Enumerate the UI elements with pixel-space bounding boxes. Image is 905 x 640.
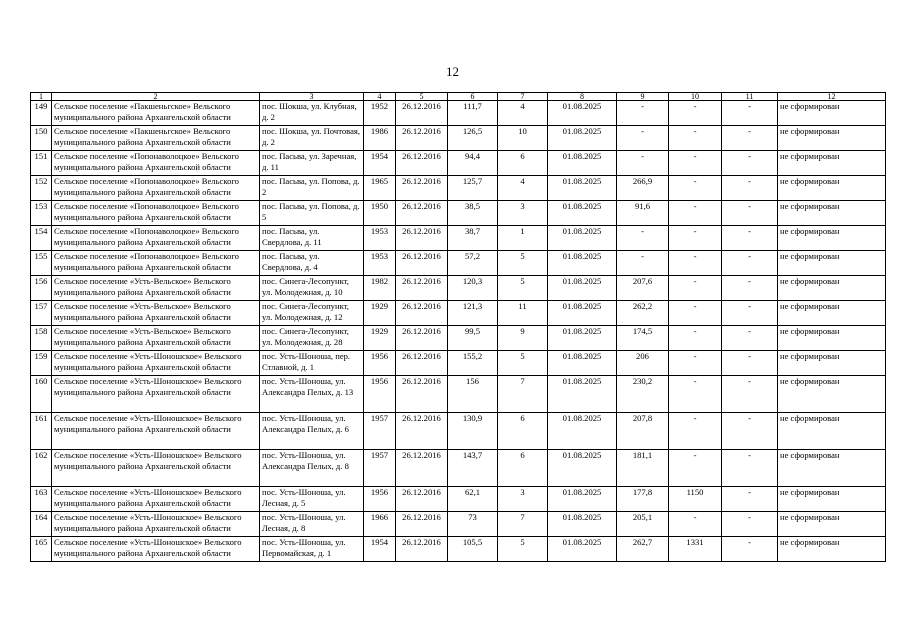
column-9-value: 262,7 bbox=[617, 537, 669, 562]
recognition-date: 26.12.2016 bbox=[396, 512, 448, 537]
column-9-value: 177,8 bbox=[617, 487, 669, 512]
address: пос. Шокша, ул. Клубная, д. 2 bbox=[260, 101, 364, 126]
address: пос. Пасьва, ул. Заречная, д. 11 bbox=[260, 151, 364, 176]
column-9-value: 174,5 bbox=[617, 326, 669, 351]
area: 126,5 bbox=[448, 126, 498, 151]
column-10-value: - bbox=[669, 126, 722, 151]
table-row bbox=[31, 151, 886, 176]
column-9-value: 91,6 bbox=[617, 201, 669, 226]
row-number: 159 bbox=[31, 351, 52, 376]
settlement-name: Сельское поселение «Усть-Шоношское» Вельского муниципального района Архангельской области bbox=[52, 413, 260, 450]
residents-count: 5 bbox=[498, 251, 548, 276]
status: не сформирован bbox=[778, 101, 886, 126]
row-number: 165 bbox=[31, 537, 52, 562]
residents-count: 1 bbox=[498, 226, 548, 251]
table-row bbox=[31, 226, 886, 251]
settlement-name: Сельское поселение «Попонаволоцкое» Вельского муниципального района Архангельской области bbox=[52, 226, 260, 251]
recognition-date: 26.12.2016 bbox=[396, 326, 448, 351]
address: пос. Усть-Шоноша, пер. Стлавной, д. 1 bbox=[260, 351, 364, 376]
recognition-date: 26.12.2016 bbox=[396, 101, 448, 126]
status: не сформирован bbox=[778, 301, 886, 326]
table-row bbox=[31, 176, 886, 201]
area: 38,5 bbox=[448, 201, 498, 226]
resettlement-deadline: 01.08.2025 bbox=[548, 376, 617, 413]
settlement-name: Сельское поселение «Попонаволоцкое» Вельского муниципального района Архангельской области bbox=[52, 251, 260, 276]
address: пос. Усть-Шоноша, ул. Лесная, д. 8 bbox=[260, 512, 364, 537]
address: пос. Синега-Лесопункт, ул. Молодежная, д. 10 bbox=[260, 276, 364, 301]
recognition-date: 26.12.2016 bbox=[396, 450, 448, 487]
settlement-name: Сельское поселение «Усть-Шоношское» Вельского муниципального района Архангельской области bbox=[52, 512, 260, 537]
status: не сформирован bbox=[778, 126, 886, 151]
resettlement-deadline: 01.08.2025 bbox=[548, 226, 617, 251]
column-10-value: - bbox=[669, 101, 722, 126]
row-number: 156 bbox=[31, 276, 52, 301]
area: 120,3 bbox=[448, 276, 498, 301]
column-header-7: 7 bbox=[498, 93, 548, 101]
resettlement-deadline: 01.08.2025 bbox=[548, 276, 617, 301]
column-11-value: - bbox=[722, 413, 778, 450]
status: не сформирован bbox=[778, 512, 886, 537]
table-row bbox=[31, 537, 886, 562]
settlement-name: Сельское поселение «Усть-Шоношское» Вельского муниципального района Архангельской области bbox=[52, 487, 260, 512]
address: пос. Пасьва, ул. Попова, д. 2 bbox=[260, 176, 364, 201]
address: пос. Синега-Лесопункт, ул. Молодежная, д. 28 bbox=[260, 326, 364, 351]
column-header-12: 12 bbox=[778, 93, 886, 101]
area: 125,7 bbox=[448, 176, 498, 201]
status: не сформирован bbox=[778, 201, 886, 226]
table-row bbox=[31, 101, 886, 126]
settlement-name: Сельское поселение «Пакшеньгское» Вельского муниципального района Архангельской области bbox=[52, 126, 260, 151]
column-9-value: 266,9 bbox=[617, 176, 669, 201]
settlement-name: Сельское поселение «Усть-Вельское» Вельского муниципального района Архангельской области bbox=[52, 301, 260, 326]
page-number: 12 bbox=[446, 64, 459, 79]
table-row bbox=[31, 326, 886, 351]
recognition-date: 26.12.2016 bbox=[396, 226, 448, 251]
column-10-value: - bbox=[669, 151, 722, 176]
build-year: 1956 bbox=[364, 376, 396, 413]
build-year: 1965 bbox=[364, 176, 396, 201]
column-header-10: 10 bbox=[669, 93, 722, 101]
row-number: 164 bbox=[31, 512, 52, 537]
area: 73 bbox=[448, 512, 498, 537]
recognition-date: 26.12.2016 bbox=[396, 301, 448, 326]
resettlement-deadline: 01.08.2025 bbox=[548, 176, 617, 201]
area: 111,7 bbox=[448, 101, 498, 126]
row-number: 162 bbox=[31, 450, 52, 487]
residents-count: 11 bbox=[498, 301, 548, 326]
build-year: 1953 bbox=[364, 226, 396, 251]
resettlement-deadline: 01.08.2025 bbox=[548, 201, 617, 226]
column-11-value: - bbox=[722, 226, 778, 251]
recognition-date: 26.12.2016 bbox=[396, 487, 448, 512]
resettlement-deadline: 01.08.2025 bbox=[548, 126, 617, 151]
area: 105,5 bbox=[448, 537, 498, 562]
residents-count: 6 bbox=[498, 151, 548, 176]
column-11-value: - bbox=[722, 512, 778, 537]
residents-count: 5 bbox=[498, 276, 548, 301]
address: пос. Усть-Шоноша, ул. Лесная, д. 5 bbox=[260, 487, 364, 512]
row-number: 151 bbox=[31, 151, 52, 176]
residents-count: 3 bbox=[498, 201, 548, 226]
address: пос. Пасьва, ул. Свердлова, д. 4 bbox=[260, 251, 364, 276]
build-year: 1986 bbox=[364, 126, 396, 151]
table-row bbox=[31, 251, 886, 276]
build-year: 1957 bbox=[364, 450, 396, 487]
residents-count: 9 bbox=[498, 326, 548, 351]
area: 143,7 bbox=[448, 450, 498, 487]
column-11-value: - bbox=[722, 450, 778, 487]
residents-count: 7 bbox=[498, 512, 548, 537]
column-header-9: 9 bbox=[617, 93, 669, 101]
recognition-date: 26.12.2016 bbox=[396, 413, 448, 450]
settlement-name: Сельское поселение «Попонаволоцкое» Вельского муниципального района Архангельской области bbox=[52, 176, 260, 201]
column-11-value: - bbox=[722, 251, 778, 276]
address: пос. Синега-Лесопункт, ул. Молодежная, д. 12 bbox=[260, 301, 364, 326]
settlement-name: Сельское поселение «Усть-Шоношское» Вельского муниципального района Архангельской области bbox=[52, 376, 260, 413]
row-number: 160 bbox=[31, 376, 52, 413]
resettlement-deadline: 01.08.2025 bbox=[548, 512, 617, 537]
status: не сформирован bbox=[778, 376, 886, 413]
column-10-value: 1331 bbox=[669, 537, 722, 562]
column-header-3: 3 bbox=[260, 93, 364, 101]
table-row bbox=[31, 450, 886, 487]
area: 94,4 bbox=[448, 151, 498, 176]
column-11-value: - bbox=[722, 351, 778, 376]
status: не сформирован bbox=[778, 326, 886, 351]
recognition-date: 26.12.2016 bbox=[396, 201, 448, 226]
build-year: 1952 bbox=[364, 101, 396, 126]
residents-count: 5 bbox=[498, 537, 548, 562]
table-row bbox=[31, 126, 886, 151]
address: пос. Пасьва, ул. Свердлова, д. 11 bbox=[260, 226, 364, 251]
build-year: 1954 bbox=[364, 151, 396, 176]
build-year: 1966 bbox=[364, 512, 396, 537]
status: не сформирован bbox=[778, 487, 886, 512]
residents-count: 6 bbox=[498, 450, 548, 487]
area: 99,5 bbox=[448, 326, 498, 351]
build-year: 1929 bbox=[364, 326, 396, 351]
column-10-value: - bbox=[669, 376, 722, 413]
row-number: 155 bbox=[31, 251, 52, 276]
table-row bbox=[31, 301, 886, 326]
column-header-4: 4 bbox=[364, 93, 396, 101]
resettlement-deadline: 01.08.2025 bbox=[548, 101, 617, 126]
row-number: 149 bbox=[31, 101, 52, 126]
column-9-value: 207,6 bbox=[617, 276, 669, 301]
column-10-value: - bbox=[669, 450, 722, 487]
column-10-value: 1150 bbox=[669, 487, 722, 512]
recognition-date: 26.12.2016 bbox=[396, 376, 448, 413]
recognition-date: 26.12.2016 bbox=[396, 126, 448, 151]
column-9-value: - bbox=[617, 226, 669, 251]
column-9-value: - bbox=[617, 251, 669, 276]
recognition-date: 26.12.2016 bbox=[396, 351, 448, 376]
residents-count: 10 bbox=[498, 126, 548, 151]
resettlement-deadline: 01.08.2025 bbox=[548, 450, 617, 487]
settlement-name: Сельское поселение «Усть-Шоношское» Вельского муниципального района Архангельской области bbox=[52, 537, 260, 562]
column-10-value: - bbox=[669, 301, 722, 326]
column-header-11: 11 bbox=[722, 93, 778, 101]
resettlement-deadline: 01.08.2025 bbox=[548, 413, 617, 450]
column-10-value: - bbox=[669, 201, 722, 226]
column-header-2: 2 bbox=[52, 93, 260, 101]
recognition-date: 26.12.2016 bbox=[396, 251, 448, 276]
area: 130,9 bbox=[448, 413, 498, 450]
build-year: 1929 bbox=[364, 301, 396, 326]
settlement-name: Сельское поселение «Усть-Вельское» Вельского муниципального района Архангельской области bbox=[52, 326, 260, 351]
residents-count: 5 bbox=[498, 351, 548, 376]
residents-count: 7 bbox=[498, 376, 548, 413]
row-number: 163 bbox=[31, 487, 52, 512]
build-year: 1956 bbox=[364, 487, 396, 512]
row-number: 161 bbox=[31, 413, 52, 450]
row-number: 158 bbox=[31, 326, 52, 351]
area: 62,1 bbox=[448, 487, 498, 512]
column-10-value: - bbox=[669, 413, 722, 450]
status: не сформирован bbox=[778, 251, 886, 276]
column-11-value: - bbox=[722, 326, 778, 351]
column-10-value: - bbox=[669, 176, 722, 201]
residents-count: 4 bbox=[498, 101, 548, 126]
status: не сформирован bbox=[778, 537, 886, 562]
column-11-value: - bbox=[722, 151, 778, 176]
recognition-date: 26.12.2016 bbox=[396, 276, 448, 301]
table-body bbox=[31, 101, 886, 562]
recognition-date: 26.12.2016 bbox=[396, 537, 448, 562]
resettlement-deadline: 01.08.2025 bbox=[548, 351, 617, 376]
area: 57,2 bbox=[448, 251, 498, 276]
column-9-value: 207,8 bbox=[617, 413, 669, 450]
settlement-name: Сельское поселение «Попонаволоцкое» Вельского муниципального района Архангельской области bbox=[52, 201, 260, 226]
area: 155,2 bbox=[448, 351, 498, 376]
column-10-value: - bbox=[669, 276, 722, 301]
resettlement-deadline: 01.08.2025 bbox=[548, 487, 617, 512]
column-header-6: 6 bbox=[448, 93, 498, 101]
column-10-value: - bbox=[669, 251, 722, 276]
column-11-value: - bbox=[722, 537, 778, 562]
column-11-value: - bbox=[722, 487, 778, 512]
recognition-date: 26.12.2016 bbox=[396, 151, 448, 176]
area: 121,3 bbox=[448, 301, 498, 326]
resettlement-deadline: 01.08.2025 bbox=[548, 151, 617, 176]
settlement-name: Сельское поселение «Попонаволоцкое» Вельского муниципального района Архангельской области bbox=[52, 151, 260, 176]
resettlement-deadline: 01.08.2025 bbox=[548, 251, 617, 276]
build-year: 1957 bbox=[364, 413, 396, 450]
register-table bbox=[30, 92, 886, 562]
column-header-1: 1 bbox=[31, 93, 52, 101]
column-10-value: - bbox=[669, 351, 722, 376]
column-9-value: - bbox=[617, 101, 669, 126]
status: не сформирован bbox=[778, 176, 886, 201]
table-row bbox=[31, 413, 886, 450]
column-9-value: 206 bbox=[617, 351, 669, 376]
address: пос. Шокша, ул. Почтовая, д. 2 bbox=[260, 126, 364, 151]
build-year: 1953 bbox=[364, 251, 396, 276]
table-row bbox=[31, 376, 886, 413]
column-10-value: - bbox=[669, 326, 722, 351]
address: пос. Усть-Шоноша, ул. Первомайская, д. 1 bbox=[260, 537, 364, 562]
resettlement-deadline: 01.08.2025 bbox=[548, 301, 617, 326]
area: 38,7 bbox=[448, 226, 498, 251]
build-year: 1954 bbox=[364, 537, 396, 562]
table-row bbox=[31, 351, 886, 376]
table-row bbox=[31, 512, 886, 537]
table-header bbox=[31, 93, 886, 101]
column-9-value: 205,1 bbox=[617, 512, 669, 537]
column-11-value: - bbox=[722, 126, 778, 151]
table-row bbox=[31, 201, 886, 226]
table-row bbox=[31, 487, 886, 512]
column-9-value: - bbox=[617, 151, 669, 176]
column-11-value: - bbox=[722, 301, 778, 326]
settlement-name: Сельское поселение «Усть-Вельское» Вельского муниципального района Архангельской области bbox=[52, 276, 260, 301]
table-row bbox=[31, 276, 886, 301]
area: 156 bbox=[448, 376, 498, 413]
address: пос. Усть-Шоноша, ул. Александра Пелых, д. 8 bbox=[260, 450, 364, 487]
status: не сформирован bbox=[778, 413, 886, 450]
row-number: 154 bbox=[31, 226, 52, 251]
column-header-5: 5 bbox=[396, 93, 448, 101]
settlement-name: Сельское поселение «Усть-Шоношское» Вельского муниципального района Архангельской области bbox=[52, 351, 260, 376]
column-11-value: - bbox=[722, 276, 778, 301]
column-9-value: - bbox=[617, 126, 669, 151]
build-year: 1950 bbox=[364, 201, 396, 226]
row-number: 152 bbox=[31, 176, 52, 201]
column-header-8: 8 bbox=[548, 93, 617, 101]
status: не сформирован bbox=[778, 226, 886, 251]
recognition-date: 26.12.2016 bbox=[396, 176, 448, 201]
residents-count: 3 bbox=[498, 487, 548, 512]
build-year: 1956 bbox=[364, 351, 396, 376]
address: пос. Усть-Шоноша, ул. Александра Пелых, д. 13 bbox=[260, 376, 364, 413]
status: не сформирован bbox=[778, 450, 886, 487]
build-year: 1982 bbox=[364, 276, 396, 301]
column-10-value: - bbox=[669, 512, 722, 537]
column-11-value: - bbox=[722, 376, 778, 413]
residents-count: 4 bbox=[498, 176, 548, 201]
column-9-value: 262,2 bbox=[617, 301, 669, 326]
row-number: 150 bbox=[31, 126, 52, 151]
status: не сформирован bbox=[778, 276, 886, 301]
resettlement-deadline: 01.08.2025 bbox=[548, 537, 617, 562]
column-11-value: - bbox=[722, 201, 778, 226]
column-11-value: - bbox=[722, 176, 778, 201]
settlement-name: Сельское поселение «Пакшеньгское» Вельского муниципального района Архангельской области bbox=[52, 101, 260, 126]
settlement-name: Сельское поселение «Усть-Шоношское» Вельского муниципального района Архангельской области bbox=[52, 450, 260, 487]
address: пос. Пасьва, ул. Попова, д. 5 bbox=[260, 201, 364, 226]
residents-count: 6 bbox=[498, 413, 548, 450]
row-number: 157 bbox=[31, 301, 52, 326]
column-10-value: - bbox=[669, 226, 722, 251]
header-row bbox=[31, 93, 886, 101]
row-number: 153 bbox=[31, 201, 52, 226]
column-9-value: 181,1 bbox=[617, 450, 669, 487]
resettlement-deadline: 01.08.2025 bbox=[548, 326, 617, 351]
column-9-value: 230,2 bbox=[617, 376, 669, 413]
status: не сформирован bbox=[778, 151, 886, 176]
column-11-value: - bbox=[722, 101, 778, 126]
address: пос. Усть-Шоноша, ул. Александра Пелых, д. 6 bbox=[260, 413, 364, 450]
status: не сформирован bbox=[778, 351, 886, 376]
